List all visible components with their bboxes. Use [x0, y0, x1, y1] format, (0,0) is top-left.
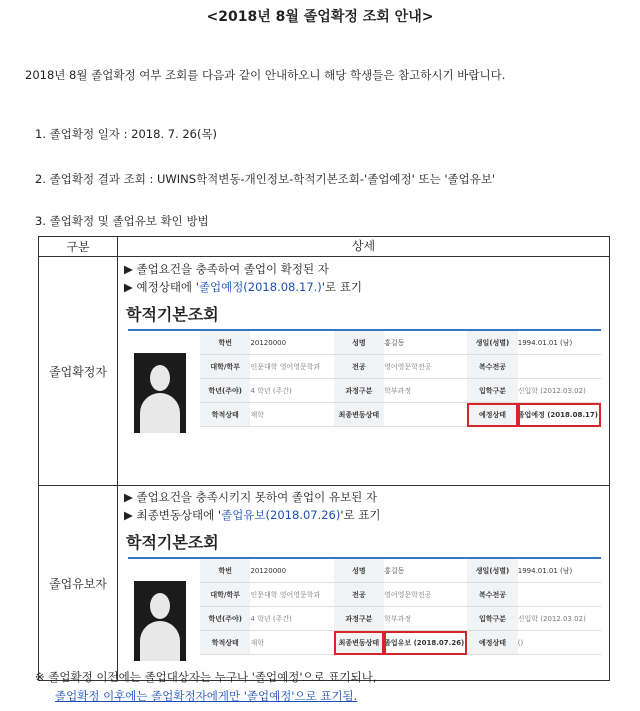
field-label: 대학/학부 — [200, 355, 250, 379]
field-value: 홍길동 — [384, 331, 467, 355]
field-value — [518, 355, 601, 379]
field-value: 인문대학 영어영문학과 — [250, 583, 333, 607]
field-label: 예정상태 — [467, 631, 517, 655]
field-value: 1994.01.01 (남) — [518, 331, 601, 355]
field-label: 생일(성별) — [467, 559, 517, 583]
row-detail-confirmed — [118, 257, 610, 486]
field-value: 영어영문학전공 — [384, 583, 467, 607]
field-value: 홍길동 — [384, 559, 467, 583]
footnote — [35, 668, 377, 706]
field-label: 학번 — [200, 559, 250, 583]
field-value: 영어영문학전공 — [384, 355, 467, 379]
field-label: 생일(성별) — [467, 331, 517, 355]
row-label-confirmed: 졸업확정자 — [39, 257, 118, 486]
final-status-value: 졸업유보 (2018.07.26) — [384, 631, 467, 655]
field-label: 학년(주야) — [200, 607, 250, 631]
expected-status-label: 예정상태 — [467, 403, 517, 427]
field-label: 복수전공 — [467, 355, 517, 379]
page-title: <2018년 8월 졸업확정 조회 안내> — [206, 9, 434, 25]
avatar — [134, 353, 186, 433]
field-value: 4 학년 (주간) — [250, 607, 333, 631]
footnote-line-1: ※ 졸업확정 이전에는 졸업대상자는 누구나 '졸업예정'으로 표기되나, — [35, 670, 377, 684]
field-value: 재학 — [250, 403, 333, 427]
bullet-1: ▶ 졸업요건을 충족시키지 못하여 졸업이 유보된 자 — [124, 490, 377, 504]
expected-status-value: 졸업예정 (2018.08.17) — [518, 403, 601, 427]
field-value: () — [518, 631, 601, 655]
field-value: 20120000 — [250, 331, 333, 355]
card-title: 학적기본조회 — [126, 305, 219, 324]
row-detail-deferred — [118, 486, 610, 681]
header-category: 구분 — [39, 237, 118, 257]
field-label: 대학/학부 — [200, 583, 250, 607]
bullet-1: ▶ 졸업요건을 충족하여 졸업이 확정된 자 — [124, 262, 329, 276]
field-label: 입학구분 — [467, 379, 517, 403]
field-label: 성명 — [334, 559, 384, 583]
footnote-line-2: 졸업확정 이후에는 졸업확정자에게만 '졸업예정'으로 표기됨. — [55, 689, 358, 703]
field-value: 1994.01.01 (남) — [518, 559, 601, 583]
bullet-2: ▶ 최종변동상태에 '졸업유보(2018.07.26)'로 표기 — [124, 508, 381, 522]
row-label-deferred: 졸업유보자 — [39, 486, 118, 681]
field-label: 과정구분 — [334, 379, 384, 403]
confirmation-table — [38, 236, 610, 681]
item-1: 1. 졸업확정 일자 : 2018. 7. 26(목) — [35, 127, 218, 141]
highlight-text: 졸업예정(2018.08.17.) — [198, 280, 322, 294]
item-3: 3. 졸업확정 및 졸업유보 확인 방법 — [35, 214, 209, 228]
student-record-card — [128, 329, 601, 427]
field-value — [518, 583, 601, 607]
item-2: 2. 졸업확정 결과 조회 : UWINS학적변동-개인정보-학적기본조회-'졸업예정' 또는 '졸업유보' — [35, 172, 496, 186]
field-label: 성명 — [334, 331, 384, 355]
card-title: 학적기본조회 — [126, 533, 219, 552]
field-label: 입학구분 — [467, 607, 517, 631]
field-label: 학적상태 — [200, 403, 250, 427]
field-value: 4 학년 (주간) — [250, 379, 333, 403]
header-detail: 상세 — [118, 237, 610, 257]
field-label: 학적상태 — [200, 631, 250, 655]
field-label: 전공 — [334, 583, 384, 607]
field-label: 최종변동상태 — [334, 403, 384, 427]
field-value: 학부과정 — [384, 607, 467, 631]
intro-text: 2018년 8월 졸업확정 여부 조회를 다음과 같이 안내하오니 해당 학생들은 참고하시기 바랍니다. — [25, 68, 506, 82]
field-value: 인문대학 영어영문학과 — [250, 355, 333, 379]
field-label: 학번 — [200, 331, 250, 355]
field-value: 학부과정 — [384, 379, 467, 403]
final-status-label: 최종변동상태 — [334, 631, 384, 655]
student-record-card — [128, 557, 601, 655]
avatar — [134, 581, 186, 661]
highlight-text: 졸업유보(2018.07.26) — [221, 508, 341, 522]
field-value: 20120000 — [250, 559, 333, 583]
field-label: 전공 — [334, 355, 384, 379]
field-value — [384, 403, 467, 427]
bullet-2: ▶ 예정상태에 '졸업예정(2018.08.17.)'로 표기 — [124, 280, 362, 294]
field-value: 재학 — [250, 631, 333, 655]
field-label: 학년(주야) — [200, 379, 250, 403]
field-label: 과정구분 — [334, 607, 384, 631]
field-value: 신입학 (2012.03.02) — [518, 607, 601, 631]
field-value: 신입학 (2012.03.02) — [518, 379, 601, 403]
field-label: 복수전공 — [467, 583, 517, 607]
